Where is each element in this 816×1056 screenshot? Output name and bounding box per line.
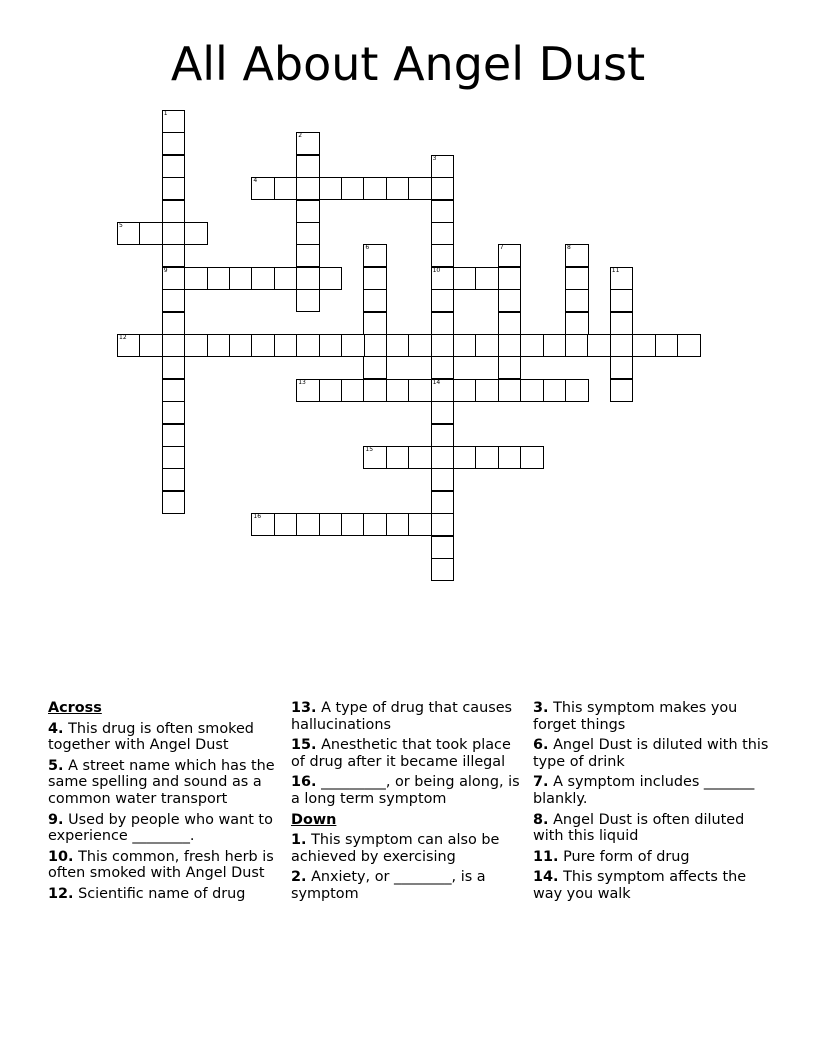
grid-cell[interactable] [363, 312, 387, 335]
grid-cell[interactable] [319, 334, 343, 357]
grid-cell[interactable] [162, 401, 186, 424]
grid-cell[interactable] [162, 110, 186, 133]
grid-cell[interactable] [431, 424, 455, 447]
grid-cell[interactable] [296, 379, 320, 402]
grid-cell[interactable] [610, 356, 634, 379]
clue-text: Anesthetic that took place of drug after it became illegal [291, 737, 511, 770]
grid-cell[interactable] [251, 334, 275, 357]
clue-across-9[interactable] [48, 812, 280, 845]
grid-cell[interactable] [296, 132, 320, 155]
grid-cell[interactable] [610, 289, 634, 312]
cell-number: 5 [119, 222, 123, 229]
grid-cell[interactable] [363, 177, 387, 200]
grid-cell[interactable] [296, 267, 320, 290]
grid-cell[interactable] [498, 267, 522, 290]
grid-cell[interactable] [363, 289, 387, 312]
clue-number: 7. [533, 774, 549, 791]
grid-cell[interactable] [565, 244, 589, 267]
clue-down-2[interactable] [291, 869, 527, 902]
grid-cell[interactable] [117, 222, 141, 245]
grid-cell[interactable] [453, 334, 477, 357]
grid-cell[interactable] [296, 334, 320, 357]
grid-cell[interactable] [319, 267, 343, 290]
grid-cell[interactable] [251, 177, 275, 200]
grid-cell[interactable] [184, 267, 208, 290]
clue-text: _________, or being along, is a long term symptom [291, 774, 520, 807]
grid-cell[interactable] [341, 177, 365, 200]
clue-column-2 [291, 700, 527, 907]
clue-number: 2. [291, 869, 307, 886]
grid-cell[interactable] [274, 334, 298, 357]
grid-cell[interactable] [274, 177, 298, 200]
grid-cell[interactable] [162, 267, 186, 290]
clue-text: This symptom can also be achieved by exercising [291, 832, 500, 865]
grid-cell[interactable] [184, 334, 208, 357]
grid-cell[interactable] [431, 312, 455, 335]
grid-cell[interactable] [453, 379, 477, 402]
grid-cell[interactable] [431, 267, 455, 290]
grid-cell[interactable] [475, 267, 499, 290]
clue-number: 8. [533, 811, 549, 828]
grid-cell[interactable] [296, 222, 320, 245]
grid-cell[interactable] [587, 334, 611, 357]
grid-cell[interactable] [520, 379, 544, 402]
grid-cell[interactable] [408, 513, 432, 536]
grid-cell[interactable] [431, 513, 455, 536]
clue-number: 12. [48, 885, 74, 902]
cell-number: 11 [611, 266, 620, 274]
grid-cell[interactable] [296, 177, 320, 200]
grid-cell[interactable] [431, 468, 455, 491]
clue-down-1[interactable] [291, 832, 527, 865]
grid-cell[interactable] [520, 446, 544, 469]
clue-text: Scientific name of drug [78, 885, 246, 902]
grid-cell[interactable] [431, 334, 455, 357]
grid-cell[interactable] [475, 446, 499, 469]
grid-cell[interactable] [498, 334, 522, 357]
clue-number: 3. [533, 700, 549, 716]
grid-cell[interactable] [363, 513, 387, 536]
grid-cell[interactable] [520, 334, 544, 357]
clue-text: This symptom makes you forget things [533, 700, 738, 733]
grid-cell[interactable] [162, 244, 186, 267]
grid-cell[interactable] [162, 222, 186, 245]
clue-text: A street name which has the same spelling and sound as a common water transport [48, 757, 275, 807]
clue-number: 10. [48, 848, 74, 865]
grid-cell[interactable] [610, 312, 634, 335]
clue-column-3 [533, 700, 773, 907]
grid-cell[interactable] [632, 334, 656, 357]
cell-number: 8 [567, 244, 571, 252]
cell-number: 12 [119, 334, 127, 341]
cell-number: 4 [253, 177, 258, 185]
grid-cell[interactable] [139, 334, 163, 357]
grid-cell[interactable] [431, 289, 455, 312]
cell-number: 9 [163, 266, 168, 274]
grid-cell[interactable] [655, 334, 679, 357]
grid-cell[interactable] [498, 312, 522, 335]
grid-cell[interactable] [341, 334, 365, 357]
grid-cell[interactable] [162, 379, 186, 402]
grid-cell[interactable] [610, 379, 634, 402]
clue-across-5[interactable] [48, 758, 280, 808]
cell-number: 2 [298, 132, 303, 140]
clue-text: This symptom affects the way you walk [533, 869, 747, 902]
grid-cell[interactable] [363, 356, 387, 379]
grid-cell[interactable] [408, 177, 432, 200]
cell-number: 6 [365, 244, 370, 252]
down-heading: Down [291, 811, 337, 828]
clue-number: 4. [48, 720, 64, 737]
grid-cell[interactable] [296, 513, 320, 536]
grid-cell[interactable] [139, 222, 163, 245]
grid-cell[interactable] [543, 379, 567, 402]
cell-number: 1 [163, 110, 168, 117]
clue-down-11[interactable] [533, 849, 773, 866]
grid-cell[interactable] [453, 267, 477, 290]
grid-cell[interactable] [431, 536, 455, 559]
clue-down-7[interactable] [533, 774, 773, 807]
grid-cell[interactable] [162, 468, 186, 491]
grid-cell[interactable] [498, 289, 522, 312]
grid-cell[interactable] [408, 446, 432, 469]
grid-cell[interactable] [498, 379, 522, 402]
grid-cell[interactable] [431, 200, 455, 223]
grid-cell[interactable] [229, 267, 253, 290]
grid-cell[interactable] [251, 267, 275, 290]
grid-cell[interactable] [498, 244, 522, 267]
clue-text: Pure form of drug [563, 848, 690, 865]
grid-cell[interactable] [162, 446, 186, 469]
grid-cell[interactable] [565, 379, 589, 402]
cell-number: 7 [499, 244, 504, 252]
grid-cell[interactable] [184, 222, 208, 245]
grid-cell[interactable] [565, 312, 589, 335]
across-heading: Across [48, 700, 102, 716]
page-title: All About Angel Dust [170, 37, 646, 91]
grid-cell[interactable] [207, 267, 231, 290]
clue-text: Angel Dust is diluted with this type of drink [533, 737, 769, 770]
grid-cell[interactable] [431, 356, 455, 379]
grid-cell[interactable] [408, 379, 432, 402]
clue-number: 13. [291, 700, 317, 716]
grid-cell[interactable] [386, 446, 410, 469]
grid-cell[interactable] [543, 334, 567, 357]
clue-across-16[interactable] [291, 774, 527, 807]
grid-cell[interactable] [319, 177, 343, 200]
clue-text: Angel Dust is often diluted with this liquid [533, 811, 745, 845]
grid-cell[interactable] [677, 334, 701, 357]
grid-cell[interactable] [453, 446, 477, 469]
grid-cell[interactable] [207, 334, 231, 357]
grid-cell[interactable] [431, 155, 455, 178]
grid-cell[interactable] [498, 356, 522, 379]
grid-cell[interactable] [363, 379, 387, 402]
clue-text: This drug is often smoked together with Angel Dust [48, 720, 254, 754]
clue-down-6[interactable] [533, 737, 773, 770]
grid-cell[interactable] [117, 334, 141, 357]
grid-cell[interactable] [162, 312, 186, 335]
grid-cell[interactable] [431, 244, 455, 267]
grid-cell[interactable] [386, 177, 410, 200]
cell-number: 3 [432, 154, 437, 162]
clue-across-10[interactable] [48, 849, 280, 882]
clue-text: Anxiety, or ________, is a symptom [291, 869, 486, 902]
grid-cell[interactable] [162, 424, 186, 447]
clue-down-8[interactable] [533, 812, 773, 845]
clue-text: This common, fresh herb is often smoked with Angel Dust [48, 848, 274, 882]
grid-cell[interactable] [251, 513, 275, 536]
grid-cell[interactable] [386, 379, 410, 402]
grid-cell[interactable] [296, 244, 320, 267]
grid-cell[interactable] [296, 289, 320, 312]
grid-cell[interactable] [162, 177, 186, 200]
cell-number: 14 [432, 378, 441, 386]
clue-number: 15. [291, 737, 317, 754]
grid-cell[interactable] [296, 200, 320, 223]
grid-cell[interactable] [386, 513, 410, 536]
grid-cell[interactable] [274, 267, 298, 290]
grid-cell[interactable] [565, 334, 589, 357]
grid-cell[interactable] [341, 379, 365, 402]
cell-number: 16 [253, 513, 262, 521]
grid-cell[interactable] [475, 379, 499, 402]
grid-cell[interactable] [565, 267, 589, 290]
grid-cell[interactable] [431, 177, 455, 200]
clue-number: 16. [291, 774, 317, 791]
grid-cell[interactable] [162, 200, 186, 223]
grid-cell[interactable] [162, 155, 186, 178]
clue-number: 9. [48, 811, 64, 828]
clue-across-15[interactable] [291, 737, 527, 770]
grid-cell[interactable] [431, 222, 455, 245]
grid-cell[interactable] [565, 289, 589, 312]
grid-cell[interactable] [162, 132, 186, 155]
grid-cell[interactable] [363, 334, 387, 357]
grid-cell[interactable] [431, 558, 455, 581]
clue-column-1 [48, 700, 280, 907]
grid-cell[interactable] [274, 513, 298, 536]
clue-text: A type of drug that causes hallucinations [291, 700, 513, 733]
clue-number: 6. [533, 737, 549, 754]
grid-cell[interactable] [431, 379, 455, 402]
clue-down-14[interactable] [533, 869, 773, 902]
grid-cell[interactable] [341, 513, 365, 536]
grid-cell[interactable] [319, 379, 343, 402]
grid-cell[interactable] [610, 334, 634, 357]
cell-number: 15 [365, 446, 374, 453]
grid-cell[interactable] [162, 289, 186, 312]
grid-cell[interactable] [498, 446, 522, 469]
clue-down-3[interactable] [533, 700, 773, 733]
grid-cell[interactable] [431, 446, 455, 469]
clue-across-13[interactable] [291, 700, 527, 733]
cell-number: 13 [298, 378, 306, 386]
grid-cell[interactable] [475, 334, 499, 357]
grid-cell[interactable] [162, 356, 186, 379]
cell-number: 10 [432, 266, 441, 274]
clue-number: 11. [533, 848, 559, 865]
clue-number: 14. [533, 869, 559, 886]
clue-text: Used by people who want to experience ________. [48, 811, 273, 845]
grid-cell[interactable] [162, 334, 186, 357]
clue-across-12[interactable] [48, 886, 280, 903]
grid-cell[interactable] [162, 491, 186, 514]
grid-cell[interactable] [431, 401, 455, 424]
clue-text: A symptom includes _______ blankly. [533, 774, 755, 807]
clue-number: 5. [48, 757, 64, 774]
grid-cell[interactable] [610, 267, 634, 290]
grid-cell[interactable] [408, 334, 432, 357]
grid-cell[interactable] [363, 244, 387, 267]
clue-number: 1. [291, 832, 307, 849]
grid-cell[interactable] [319, 513, 343, 536]
grid-cell[interactable] [363, 446, 387, 469]
grid-cell[interactable] [431, 491, 455, 514]
grid-cell[interactable] [363, 267, 387, 290]
grid-cell[interactable] [229, 334, 253, 357]
grid-cell[interactable] [386, 334, 410, 357]
clue-across-4[interactable] [48, 721, 280, 754]
grid-cell[interactable] [296, 155, 320, 178]
